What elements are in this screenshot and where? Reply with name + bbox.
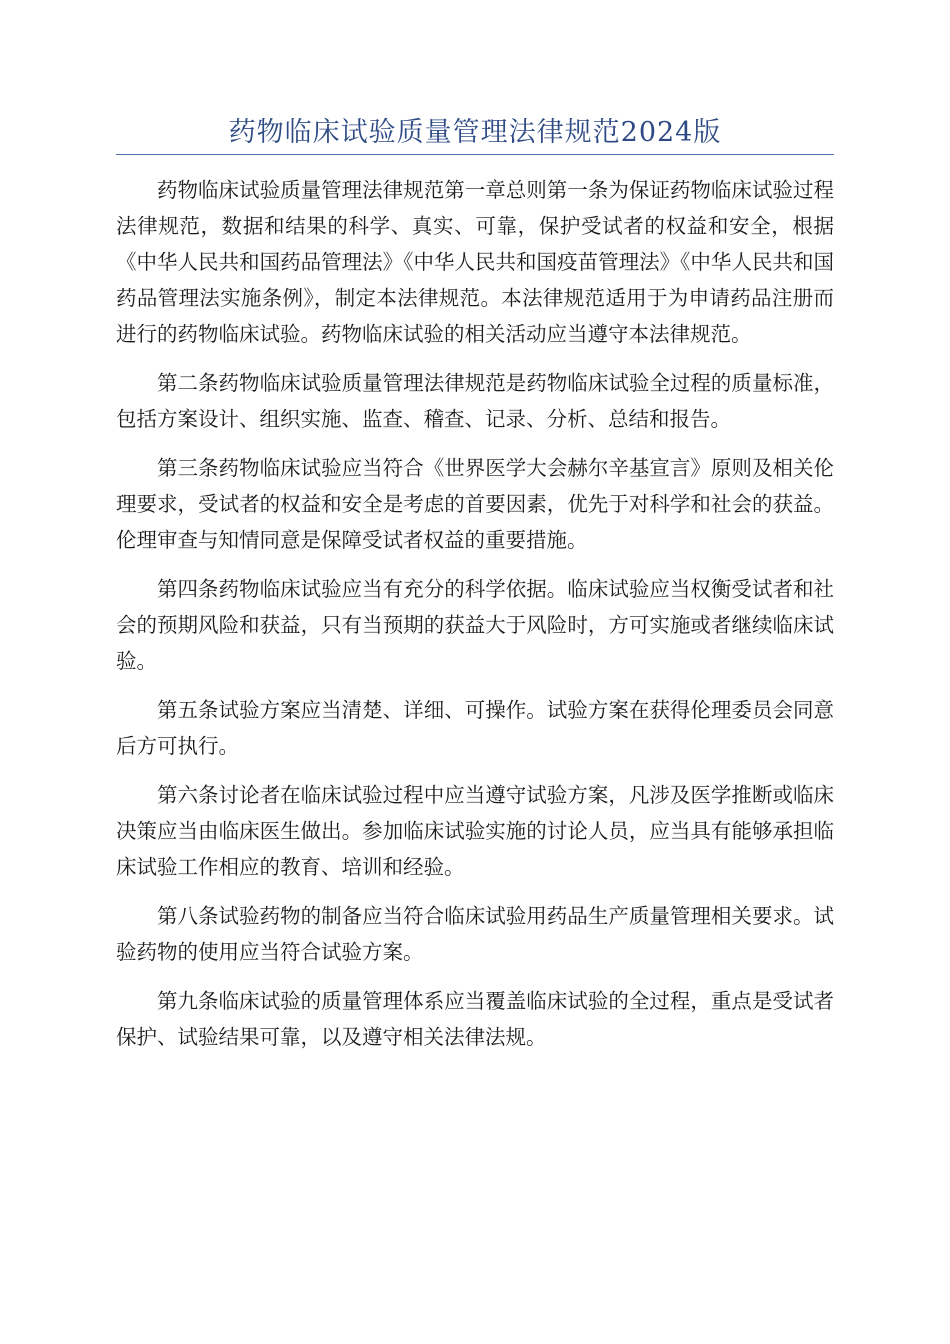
paragraph-article-6: 第六条讨论者在临床试验过程中应当遵守试验方案，凡涉及医学推断或临床决策应当由临床医生做出。参加临床试验实施的讨论人员，应当具有能够承担临床试验工作相应的教育、培训和经验。	[116, 783, 834, 879]
paragraph-article-9: 第九条临床试验的质量管理体系应当覆盖临床试验的全过程，重点是受试者保护、试验结果可靠，以及遵守相关法律法规。	[116, 989, 834, 1049]
document-body	[116, 172, 834, 1068]
paragraph-article-8: 第八条试验药物的制备应当符合临床试验用药品生产质量管理相关要求。试验药物的使用应当符合试验方案。	[116, 904, 834, 964]
paragraph-article-1: 药物临床试验质量管理法律规范第一章总则第一条为保证药物临床试验过程法律规范，数据和结果的科学、真实、可靠，保护受试者的权益和安全，根据《中华人民共和国药品管理法》《中华人民共和国疫苗管理法》《中华人民共和国药品管理法实施条例》，制定本法律规范。本法律规范适用于为申请药品注册而进行的药物临床试验。药物临床试验的相关活动应当遵守本法律规范。	[116, 178, 834, 346]
paragraph-article-4: 第四条药物临床试验应当有充分的科学依据。临床试验应当权衡受试者和社会的预期风险和获益，只有当预期的获益大于风险时，方可实施或者继续临床试验。	[116, 577, 834, 673]
paragraph-article-3: 第三条药物临床试验应当符合《世界医学大会赫尔辛基宣言》原则及相关伦理要求，受试者的权益和安全是考虑的首要因素，优先于对科学和社会的获益。伦理审查与知情同意是保障受试者权益的重要措施。	[116, 456, 834, 552]
paragraph-article-2: 第二条药物临床试验质量管理法律规范是药物临床试验全过程的质量标准，包括方案设计、组织实施、监查、稽查、记录、分析、总结和报告。	[116, 371, 834, 431]
title-underline	[116, 154, 834, 155]
paragraph-article-5: 第五条试验方案应当清楚、详细、可操作。试验方案在获得伦理委员会同意后方可执行。	[116, 698, 834, 758]
document-title: 药物临床试验质量管理法律规范2024版	[228, 117, 722, 148]
